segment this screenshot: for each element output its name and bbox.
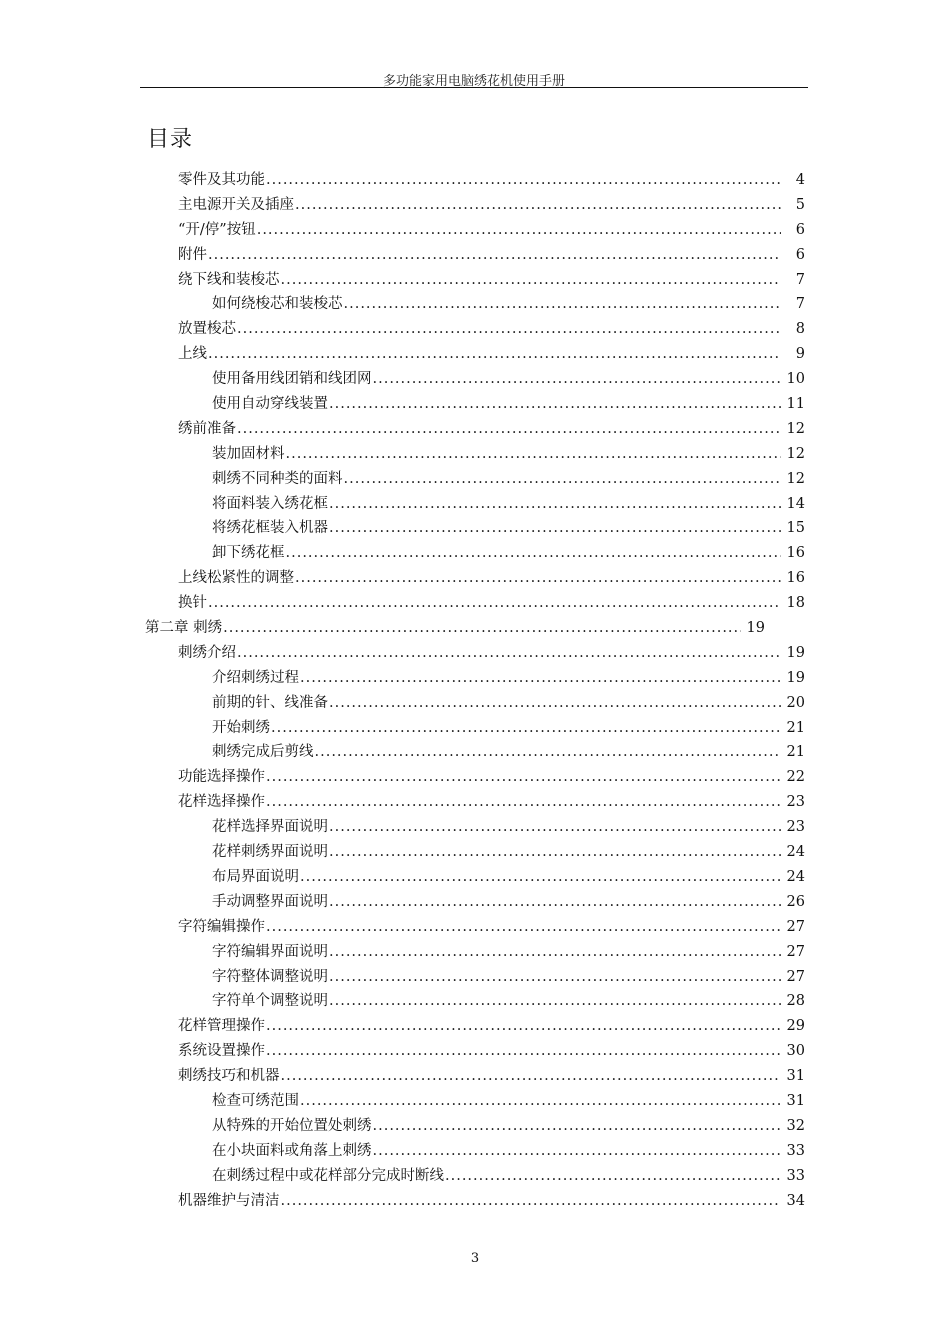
dot-leader — [266, 915, 781, 940]
toc-entry[interactable] — [178, 268, 805, 293]
toc-entry[interactable] — [212, 1089, 805, 1114]
toc-entry-page: 27 — [786, 918, 805, 935]
toc-entry[interactable] — [212, 367, 805, 392]
toc-entry-page: 16 — [786, 570, 805, 587]
toc-entry-page: 27 — [786, 943, 805, 960]
dot-leader — [295, 566, 781, 591]
toc-entry[interactable] — [212, 989, 805, 1014]
toc-entry-page: 8 — [795, 321, 805, 338]
dot-leader — [295, 193, 781, 218]
toc-heading: 目录 — [147, 127, 194, 152]
toc-entry-title: 上线 — [178, 346, 207, 363]
toc-entry-title: 使用备用线团销和线团网 — [212, 371, 372, 388]
toc-entry-page: 34 — [786, 1192, 805, 1209]
toc-entry-title: 前期的针、线准备 — [212, 694, 328, 711]
dot-leader — [300, 1089, 781, 1114]
toc-entry-page: 12 — [786, 470, 805, 487]
toc-entry-title: 花样管理操作 — [178, 1018, 265, 1035]
dot-leader — [286, 541, 782, 566]
toc-entry[interactable] — [178, 915, 805, 940]
dot-leader — [281, 1189, 782, 1214]
toc-entry[interactable] — [212, 815, 805, 840]
toc-entry-page: 31 — [786, 1092, 805, 1109]
dot-leader — [329, 815, 781, 840]
toc-entry[interactable] — [212, 840, 805, 865]
dot-leader — [344, 292, 782, 317]
dot-leader — [266, 1039, 781, 1064]
dot-leader — [266, 790, 781, 815]
toc-entry-title: 换针 — [178, 595, 207, 612]
dot-leader — [208, 342, 781, 367]
toc-entry-page: 10 — [786, 371, 805, 388]
toc-entry-page: 22 — [786, 769, 805, 786]
toc-entry-page: 19 — [786, 644, 805, 661]
toc-entry[interactable] — [212, 940, 805, 965]
toc-entry-page: 32 — [786, 1117, 805, 1134]
toc-entry[interactable] — [178, 566, 805, 591]
toc-entry-page: 12 — [786, 445, 805, 462]
toc-entry[interactable] — [212, 890, 805, 915]
toc-entry-page: 16 — [786, 545, 805, 562]
toc-entry[interactable] — [178, 790, 805, 815]
toc-entry[interactable] — [212, 492, 805, 517]
toc-entry[interactable] — [212, 716, 805, 741]
toc-entry-title: 上线松紧性的调整 — [178, 570, 294, 587]
toc-entry-title: 花样选择操作 — [178, 794, 265, 811]
toc-entry[interactable] — [178, 168, 805, 193]
toc-entry[interactable] — [178, 193, 805, 218]
toc-entry-page: 6 — [795, 221, 805, 238]
toc-entry[interactable] — [178, 765, 805, 790]
toc-entry-page: 15 — [786, 520, 805, 537]
toc-entry-page: 31 — [786, 1068, 805, 1085]
toc-entry-title: 刺绣不同种类的面料 — [212, 470, 343, 487]
dot-leader — [315, 740, 782, 765]
toc-entry-page: 23 — [786, 819, 805, 836]
dot-leader — [266, 168, 781, 193]
dot-leader — [281, 1064, 782, 1089]
toc-entry-page: 14 — [786, 495, 805, 512]
toc-entry-title: 刺绣技巧和机器 — [178, 1068, 280, 1085]
toc-entry-page: 11 — [786, 396, 805, 413]
toc-entry[interactable] — [178, 641, 805, 666]
toc-entry-title: 系统设置操作 — [178, 1043, 265, 1060]
dot-leader — [373, 1139, 782, 1164]
dot-leader — [257, 218, 781, 243]
dot-leader — [281, 268, 782, 293]
toc-entry[interactable] — [212, 1164, 805, 1189]
dot-leader — [373, 367, 782, 392]
toc-entry[interactable] — [178, 1064, 805, 1089]
toc-entry-page: 19 — [746, 620, 765, 637]
toc-entry-page: 7 — [795, 271, 805, 288]
toc-entry-page: 4 — [795, 172, 805, 188]
toc-entry[interactable] — [178, 1189, 805, 1214]
toc-entry[interactable] — [178, 1039, 805, 1064]
toc-entry-title: 第二章 刺绣 — [145, 620, 223, 637]
toc-entry[interactable] — [212, 541, 805, 566]
toc-entry-page: 26 — [786, 893, 805, 910]
toc-entry-title: 花样选择界面说明 — [212, 819, 328, 836]
dot-leader — [266, 1014, 781, 1039]
toc-entry-title: 字符整体调整说明 — [212, 968, 328, 985]
dot-leader — [329, 890, 781, 915]
dot-leader — [445, 1164, 781, 1189]
toc-entry[interactable] — [178, 317, 805, 342]
toc-entry-title: 从特殊的开始位置处刺绣 — [212, 1117, 372, 1134]
dot-leader — [329, 516, 781, 541]
toc-entry-title: 布局界面说明 — [212, 868, 299, 885]
toc-entry-title: 刺绣完成后剪线 — [212, 744, 314, 761]
toc-entry[interactable] — [212, 392, 805, 417]
toc-entry[interactable] — [212, 740, 805, 765]
toc-entry-title: 介绍刺绣过程 — [212, 669, 299, 686]
toc-entry-title: 检查可绣范围 — [212, 1092, 299, 1109]
header-rule — [140, 87, 808, 88]
toc-entry-title: 花样刺绣界面说明 — [212, 844, 328, 861]
toc-entry-title: 字符单个调整说明 — [212, 993, 328, 1010]
toc-entry-page: 5 — [795, 196, 805, 213]
toc-entry[interactable] — [178, 417, 805, 442]
dot-leader — [329, 492, 781, 517]
toc-entry-page: 7 — [795, 296, 805, 313]
toc-entry-title: 字符编辑操作 — [178, 918, 265, 935]
toc-entry-title: “开/停”按钮 — [178, 221, 256, 238]
toc-entry[interactable] — [212, 1114, 805, 1139]
toc-entry[interactable] — [212, 292, 805, 317]
toc-entry[interactable] — [212, 1139, 805, 1164]
toc-entry-title: 将绣花框装入机器 — [212, 520, 328, 537]
toc-entry-page: 20 — [786, 694, 805, 711]
toc-entry-title: 绣前准备 — [178, 420, 236, 437]
toc-entry-page: 9 — [795, 346, 805, 363]
toc-entry-page: 27 — [786, 968, 805, 985]
toc-entry[interactable] — [145, 616, 765, 641]
toc-entry[interactable] — [212, 965, 805, 990]
toc-entry-title: 开始刺绣 — [212, 719, 270, 736]
toc-entry[interactable] — [178, 591, 805, 616]
running-header: 多功能家用电脑绣花机使用手册 — [382, 74, 565, 89]
toc-entry-title: 放置梭芯 — [178, 321, 236, 338]
dot-leader — [286, 442, 782, 467]
toc-entry[interactable] — [212, 516, 805, 541]
toc-entry-title: 字符编辑界面说明 — [212, 943, 328, 960]
toc-entry-page: 12 — [786, 420, 805, 437]
toc-entry[interactable] — [212, 666, 805, 691]
dot-leader — [329, 940, 781, 965]
dot-leader — [300, 666, 781, 691]
toc-entry-page: 29 — [786, 1018, 805, 1035]
toc-entry-page: 18 — [786, 595, 805, 612]
toc-entry[interactable] — [212, 865, 805, 890]
dot-leader — [237, 641, 781, 666]
dot-leader — [329, 965, 781, 990]
toc-entry-title: 使用自动穿线装置 — [212, 396, 328, 413]
dot-leader — [373, 1114, 782, 1139]
toc-entry[interactable] — [178, 1014, 805, 1039]
toc-entry-page: 6 — [795, 246, 805, 263]
toc-entry-title: 零件及其功能 — [178, 172, 265, 188]
toc-entry[interactable] — [212, 467, 805, 492]
toc-entry-page: 24 — [786, 868, 805, 885]
toc-entry-page: 33 — [786, 1167, 805, 1184]
toc-entry[interactable] — [178, 218, 805, 243]
toc-entry-page: 21 — [786, 744, 805, 761]
toc-entry-title: 功能选择操作 — [178, 769, 265, 786]
page-number: 3 — [470, 1251, 480, 1266]
dot-leader — [208, 243, 781, 268]
toc-entry-title: 装加固材料 — [212, 445, 285, 462]
toc-entry-page: 23 — [786, 794, 805, 811]
dot-leader — [329, 840, 781, 865]
toc-entry-title: 将面料装入绣花框 — [212, 495, 328, 512]
dot-leader — [237, 417, 781, 442]
toc-entry[interactable] — [178, 342, 805, 367]
toc-entry-page: 28 — [786, 993, 805, 1010]
toc-entry-title: 主电源开关及插座 — [178, 196, 294, 213]
toc-entry-title: 机器维护与清洁 — [178, 1192, 280, 1209]
toc-entry-page: 30 — [786, 1043, 805, 1060]
toc-entry-title: 卸下绣花框 — [212, 545, 285, 562]
toc-entry-title: 在刺绣过程中或花样部分完成时断线 — [212, 1167, 444, 1184]
dot-leader — [266, 765, 781, 790]
toc-entry-title: 如何绕梭芯和装梭芯 — [212, 296, 343, 313]
toc-entry-page: 24 — [786, 844, 805, 861]
toc-entry[interactable] — [212, 691, 805, 716]
toc-entry[interactable] — [212, 442, 805, 467]
toc-entry-title: 附件 — [178, 246, 207, 263]
dot-leader — [271, 716, 781, 741]
toc-entry-title: 绕下线和装梭芯 — [178, 271, 280, 288]
table-of-contents — [0, 168, 950, 1213]
dot-leader — [300, 865, 781, 890]
toc-entry-title: 手动调整界面说明 — [212, 893, 328, 910]
toc-entry-page: 19 — [786, 669, 805, 686]
toc-entry-page: 21 — [786, 719, 805, 736]
dot-leader — [329, 691, 781, 716]
dot-leader — [223, 616, 741, 641]
toc-entry-title: 刺绣介绍 — [178, 644, 236, 661]
toc-entry[interactable] — [178, 243, 805, 268]
dot-leader — [344, 467, 782, 492]
dot-leader — [329, 989, 781, 1014]
toc-entry-title: 在小块面料或角落上刺绣 — [212, 1142, 372, 1159]
dot-leader — [208, 591, 781, 616]
dot-leader — [237, 317, 781, 342]
toc-entry-page: 33 — [786, 1142, 805, 1159]
dot-leader — [329, 392, 781, 417]
